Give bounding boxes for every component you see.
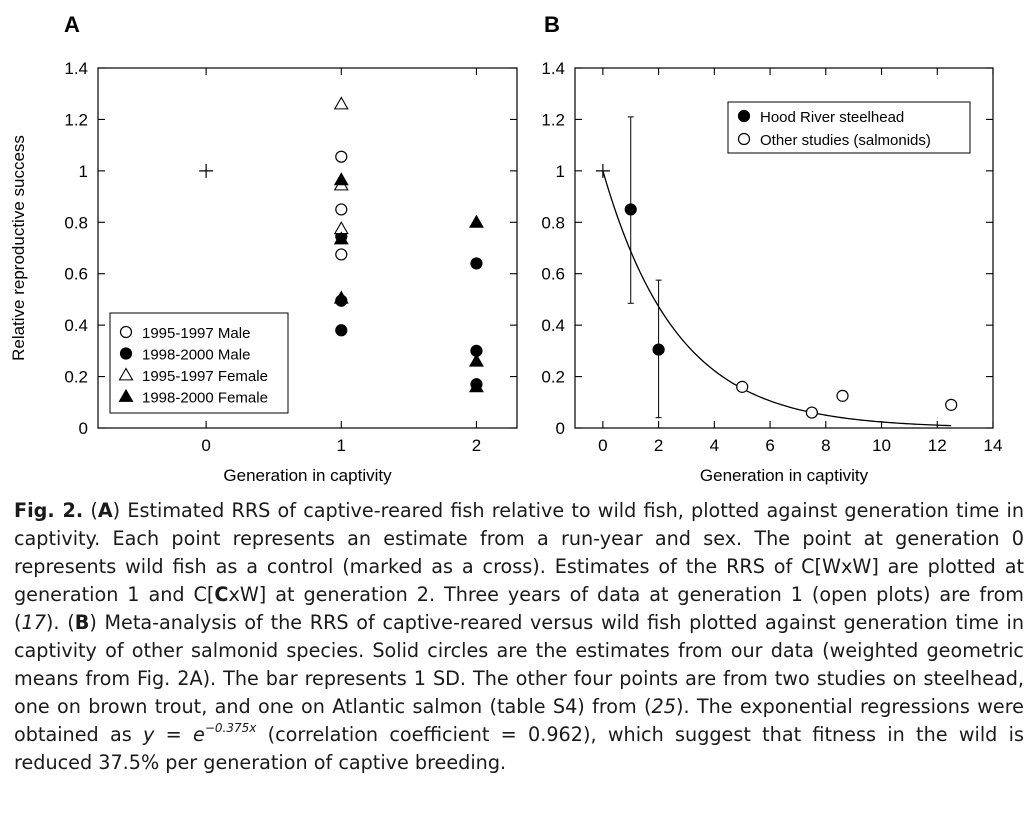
- legend-entry: 1998-2000 Female: [142, 389, 268, 407]
- legend-marker: [739, 134, 750, 145]
- x-tick-label: 8: [821, 436, 831, 455]
- y-tick-label: 0.4: [541, 316, 565, 336]
- legend-entry: Hood River steelhead: [760, 109, 905, 126]
- legend-entry: Other studies (salmonids): [760, 132, 931, 149]
- panel-b: [541, 12, 1002, 485]
- panel-b-label: B: [544, 12, 560, 37]
- legend-marker: [121, 327, 132, 338]
- data-point: [335, 173, 348, 184]
- x-tick-label: 2: [471, 436, 482, 455]
- equation-base: e: [193, 723, 205, 746]
- y-tick-label: 0.8: [64, 213, 88, 233]
- caption-text-4: ) Meta-analysis of the RRS of captive-reared versus wild fish plotted against generation time in captivity of other salmonid species. Solid circles are the estimates from our data (weighted geometric means from Fig. 2A). The bar represents 1 SD. The other four points are from two studies on steelhead, one on brown trout, and one on Atlantic salmon (table S4) from (: [14, 611, 1025, 718]
- data-point: [470, 216, 483, 227]
- y-tick-label: 1.2: [64, 110, 88, 130]
- caption-text-1: Estimated RRS of captive-reared fish relative to wild fish, plotted against generation time in captivity. Each point represents an estimate from a run-year and sex. The point at generation 0 represents wild fish as a control (marked as a cross). Estimates of the RRS of C[WxW] are plotted at generation 1 and C[: [14, 499, 1024, 606]
- x-tick-label: 0: [598, 436, 608, 455]
- caption-fig-label: Fig. 2.: [14, 499, 84, 522]
- y-tick-label: 0.2: [64, 367, 88, 387]
- equation-equals: =: [154, 723, 194, 746]
- data-point: [653, 344, 664, 355]
- legend-entry: 1995-1997 Female: [142, 368, 268, 385]
- equation-y: y: [143, 723, 155, 746]
- caption-b-label: B: [74, 611, 90, 634]
- x-tick-label: 4: [709, 436, 720, 455]
- figure-caption: Fig. 2. (A) Estimated RRS of captive-reared fish relative to wild fish, plotted against generation time in captivity. Each point represents an estimate from a run-year and sex. The point at generation 0 represents wild fish as a control (marked as a cross). Estimates of the RRS of C[WxW] are plotted at generation 1 and C[CxW] at generation 2. Three years of data at generation 1 (open plots) are from (17). (B) Meta-analysis of the RRS of captive-reared versus wild fish plotted against generation time in captivity of other salmonid species. Solid circles are the estimates from our data (weighted geometric means from Fig. 2A). The bar represents 1 SD. The other four points are from two studies on steelhead, one on brown trout, and one on Atlantic salmon (table S4) from (25). The exponential regressions were obtained as $y = e^{-0.375x}$ (correlation coefficient = 0.962), which suggest that fitness in the wild is reduced 37.5% per generation of captive breeding.: [14, 499, 1025, 774]
- data-point: [625, 204, 636, 215]
- y-tick-label: 0.4: [64, 316, 88, 336]
- data-point: [471, 258, 482, 269]
- caption-ref-17: 17: [21, 611, 46, 634]
- equation-exponent: −0.375x: [204, 720, 257, 735]
- y-tick-label: 0: [78, 419, 88, 438]
- legend-marker: [739, 111, 750, 122]
- y-tick-label: 1.4: [64, 59, 88, 78]
- caption-text-2: xW] at generation 2. Three years of data at generation 1 (open plots) are from (: [14, 583, 1025, 634]
- y-tick-label: 1: [78, 161, 88, 181]
- x-tick-label: 6: [765, 436, 775, 455]
- y-tick-label: 1: [555, 161, 565, 181]
- legend-marker: [121, 348, 132, 359]
- y-tick-label: 0.8: [541, 213, 565, 233]
- x-tick-label: 14: [983, 436, 1003, 455]
- y-tick-label: 1.4: [541, 59, 565, 78]
- caption-a-label: A: [97, 499, 113, 522]
- x-tick-label: 1: [336, 436, 347, 455]
- y-tick-label: 0: [555, 419, 565, 438]
- x-tick-label: 2: [653, 436, 664, 455]
- legend-entry: 1998-2000 Male: [142, 346, 251, 364]
- exponential-fit-curve: [603, 171, 951, 426]
- wild-control-cross: [199, 164, 213, 178]
- y-tick-label: 0.6: [64, 264, 88, 284]
- data-point: [336, 204, 347, 215]
- y-tick-label: 0.6: [541, 264, 565, 284]
- data-point: [946, 399, 957, 410]
- wild-control-cross: [596, 164, 610, 178]
- panel-a-label: A: [64, 12, 80, 37]
- caption-c-bold: C: [214, 583, 229, 606]
- data-point: [806, 407, 817, 418]
- y-tick-label: 0.2: [541, 367, 565, 387]
- caption-text-6: (correlation coefficient = 0.962), which suggest that fitness in the wild is reduced 37.5% per generation of captive breeding.: [14, 723, 1024, 774]
- data-point: [737, 381, 748, 392]
- legend-entry: 1995-1997 Male: [142, 325, 251, 342]
- x-axis-label: Generation in captivity: [223, 466, 392, 485]
- x-tick-label: 10: [872, 436, 891, 455]
- x-tick-label: 12: [927, 436, 947, 455]
- y-tick-label: 1.2: [541, 110, 565, 130]
- caption-ref-25: 25: [651, 695, 676, 718]
- data-point: [837, 390, 848, 401]
- data-point: [470, 355, 483, 366]
- data-point: [336, 325, 347, 336]
- caption-text-3: ). (: [45, 611, 75, 634]
- caption-text-5: ). The exponential regressions were obtained as: [14, 695, 1024, 746]
- x-tick-label: 0: [201, 436, 211, 455]
- x-axis-label: Generation in captivity: [699, 466, 869, 485]
- data-point: [336, 151, 347, 162]
- data-point: [336, 249, 347, 260]
- panel-a: [9, 12, 517, 485]
- y-axis-label: Relative reproductive success: [9, 135, 28, 361]
- data-point: [335, 98, 348, 109]
